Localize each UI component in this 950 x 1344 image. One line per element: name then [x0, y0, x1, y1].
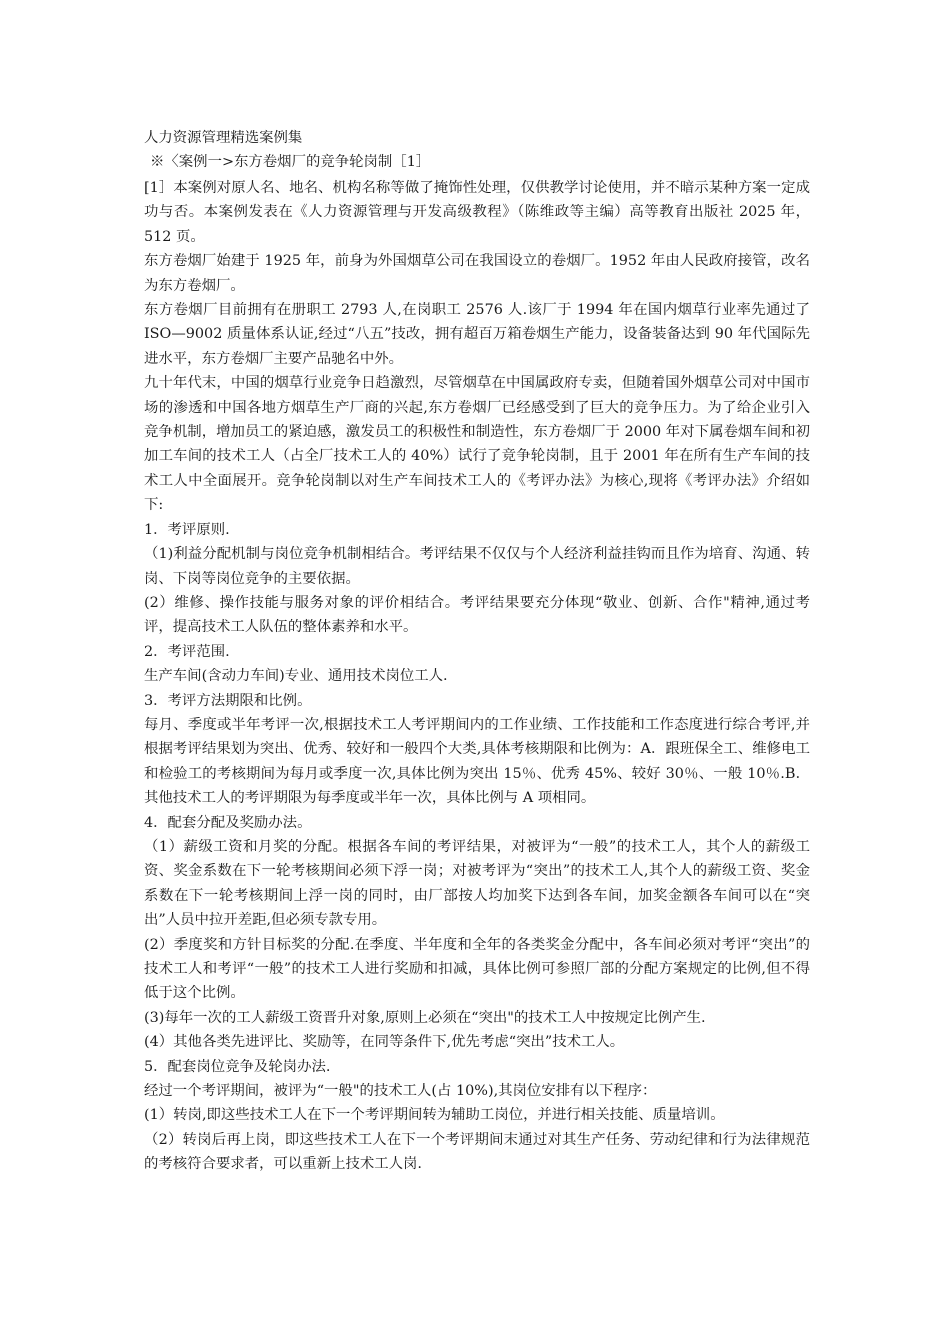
- paragraph-principle-2: (2）维修、操作技能与服务对象的评价相结合。考评结果要充分体现“敬业、创新、合作"精神,通过考评，提高技术工人队伍的整体素养和水平。: [144, 594, 810, 636]
- section-heading-2: 2．考评范围.: [144, 643, 230, 660]
- paragraph-reward-1: （1）薪级工资和月奖的分配。根据各车间的考评结果，对被评为“一般”的技术工人，其个人的薪级工资、奖金系数在下一轮考核期间必须下浮一岗；对被考评为“突出”的技术工人,其个人的薪级工资、奖金系数在下一轮考核期间上浮一岗的同时，由厂部按人均加奖下达到各车间，加奖金额各车间可以在“突出”人员中拉开差距,但必须专款专用。: [144, 838, 810, 929]
- paragraph-method: 每月、季度或半年考评一次,根据技术工人考评期间内的工作业绩、工作技能和工作态度进行综合考评,并根据考评结果划为突出、优秀、较好和一般四个大类,具体考核期限和比例为：A．跟班保全工、维修电工和检验工的考核期间为每月或季度一次,具体比例为突出 15％、优秀 45%、较好 30％、一般 10％.B． 其他技术工人的考评期限为每季度或半年一次，具体比例与 A 项相同。: [144, 716, 810, 807]
- document-title: 人力资源管理精选案例集: [144, 130, 303, 146]
- paragraph-reward-3: (3)每年一次的工人薪级工资晋升对象,原则上必须在“突出"的技术工人中按规定比例产生.: [144, 1009, 706, 1026]
- case-title: ※〈案例一>东方卷烟厂的竞争轮岗制［1］: [150, 154, 431, 170]
- document-page: [144, 126, 810, 1177]
- paragraph-scope: 生产车间(含动力车间)专业、通用技术岗位工人.: [144, 668, 448, 685]
- paragraph-history: 东方卷烟厂始建于 1925 年，前身为外国烟草公司在我国设立的卷烟厂。1952 年由人民政府接管，改名为东方卷烟厂。: [144, 253, 810, 294]
- paragraph-reward-2: (2）季度奖和方针目标奖的分配.在季度、半年度和全年的各类奖金分配中，各车间必须对考评“突出”的技术工人和考评“一般”的技术工人进行奖励和扣减，具体比例可参照厂部的分配方案规定的比例,但不得低于这个比例。: [144, 936, 810, 1002]
- paragraph-background: 九十年代末，中国的烟草行业竞争日趋激烈，尽管烟草在中国属政府专卖，但随着国外烟草公司对中国市场的渗透和中国各地方烟草生产厂商的兴起,东方卷烟厂已经感受到了巨大的竞争压力。为了给企业引入竞争机制，增加员工的紧迫感，激发员工的积极性和制造性，东方卷烟厂于 2000 年对下属卷烟车间和初加工车间的技术工人（占全厂技术工人的 40%）试行了竞争轮岗制，且于 2001 年在所有生产车间的技术工人中全面展开。竞争轮岗制以对生产车间技术工人的《考评办法》为核心,现将《考评办法》介绍如下:: [144, 375, 810, 514]
- document-body: [144, 176, 810, 1177]
- paragraph-footnote: [1］本案例对原人名、地名、机构名称等做了掩饰性处理，仅供教学讨论使用，并不暗示某种方案一定成功与否。本案例发表在《人力资源管理与开发高级教程》（陈维政等主编）高等教育出版社 2025 年，512 页。: [144, 180, 810, 245]
- section-heading-5: 5．配套岗位竞争及轮岗办法.: [144, 1058, 331, 1075]
- paragraph-rotation-2: （2）转岗后再上岗，即这些技术工人在下一个考评期间末通过对其生产任务、劳动纪律和行为法律规范的考核符合要求者，可以重新上技术工人岗.: [144, 1131, 810, 1173]
- section-heading-1: 1．考评原则.: [144, 521, 230, 538]
- section-heading-4: 4．配套分配及奖励办法。: [144, 814, 312, 831]
- paragraph-staff: 东方卷烟厂目前拥有在册职工 2793 人,在岗职工 2576 人.该厂于 1994 年在国内烟草行业率先通过了 ISO—9002 质量体系认证,经过“八五”技改，拥有超百万箱卷烟生产能力，设备装备达到 90 年代国际先进水平，东方卷烟厂主要产品驰名中外。: [144, 302, 810, 367]
- paragraph-rotation-1: (1）转岗,即这些技术工人在下一个考评期间转为辅助工岗位，并进行相关技能、质量培训。: [144, 1107, 725, 1124]
- paragraph-principle-1: （1)利益分配机制与岗位竞争机制相结合。考评结果不仅仅与个人经济利益挂钩而且作为培育、沟通、转岗、下岗等岗位竞争的主要依据。: [144, 546, 810, 587]
- paragraph-rotation-intro: 经过一个考评期间，被评为“一般"的技术工人(占 10%),其岗位安排有以下程序：: [144, 1083, 657, 1100]
- paragraph-reward-4: (4）其他各类先进评比、奖励等，在同等条件下,优先考虑“突出”技术工人。: [144, 1034, 625, 1051]
- section-heading-3: 3．考评方法期限和比例。: [144, 692, 312, 709]
